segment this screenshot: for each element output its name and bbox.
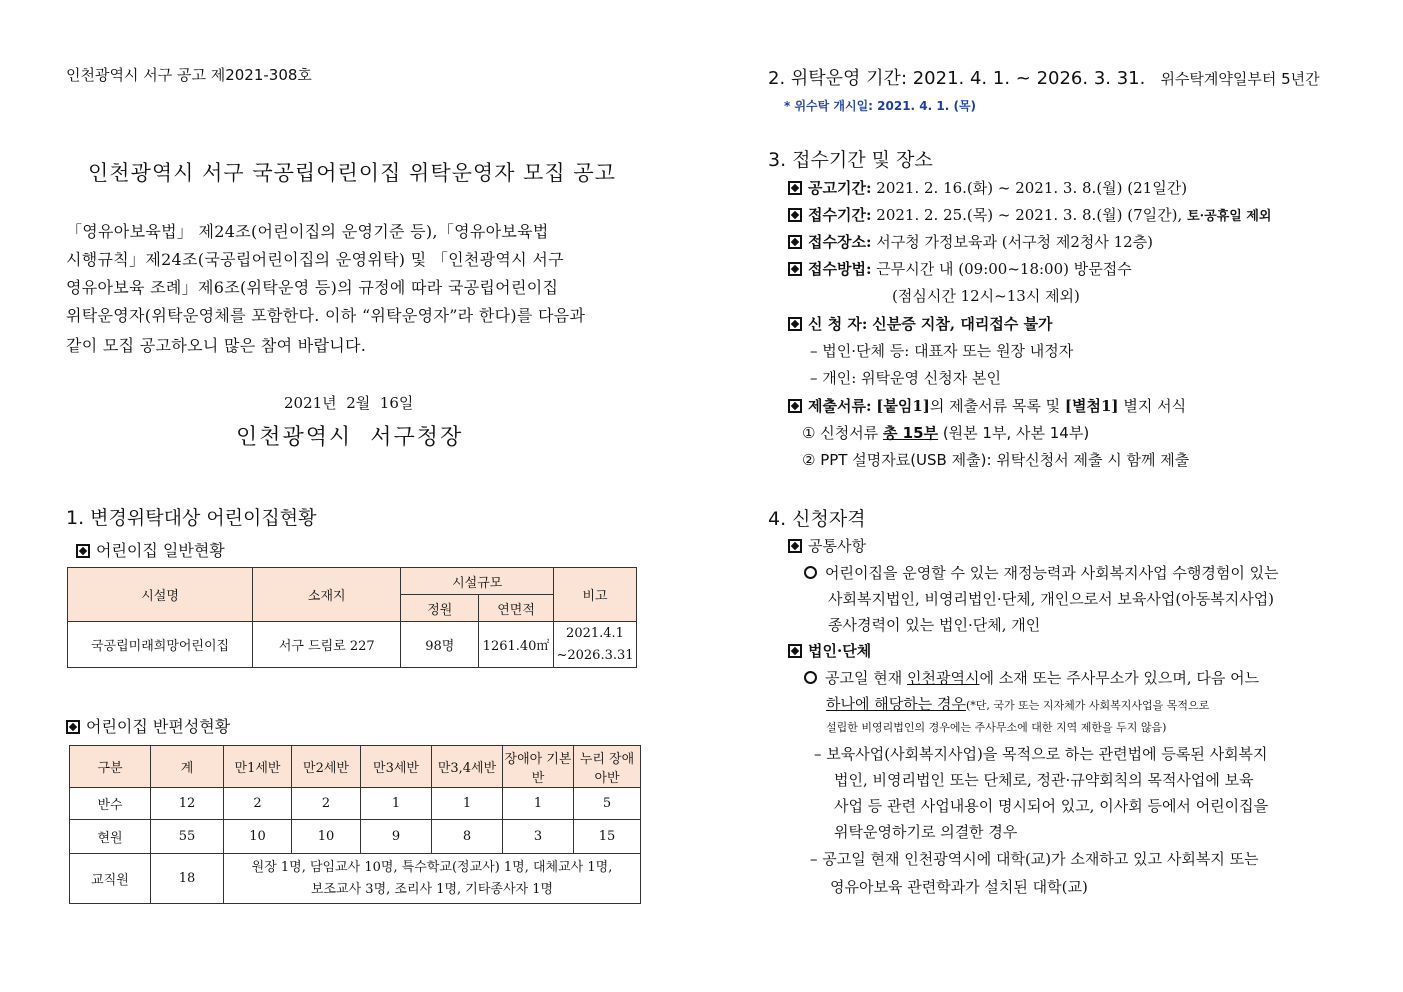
corp-label: 법인·단체 — [808, 642, 872, 660]
doc-item-1 — [802, 422, 1089, 443]
row-label: 현원 — [70, 820, 151, 854]
th-nuri-disabled: 누리 장애아반 — [574, 746, 641, 788]
intro-line-1: 「영유아보육법」 제24조(어린이집의 운영기준 등),「영유아보육법 — [66, 222, 549, 241]
th-name: 시설명 — [68, 568, 253, 622]
corp-text-a: 공고일 현재 — [825, 669, 903, 687]
corp-heading — [788, 640, 871, 661]
table-row — [70, 854, 641, 904]
docs-text-2: 별지 서식 — [1123, 397, 1187, 415]
th-category: 구분 — [70, 746, 151, 788]
notice-period-value: 2021. 2. 16.(화) ~ 2021. 3. 8.(월) (21일간) — [876, 179, 1188, 197]
dash1-line-1: – 보육사업(사회복지사업)을 목적으로 하는 관련법에 등록된 사회복지 — [814, 745, 1268, 763]
th-total: 계 — [151, 746, 224, 788]
intro-line-4: 위탁운영자(위탁운영체를 포함한다. 이하 “위탁운영자”라 한다)를 다음과 — [66, 306, 586, 325]
th-age2: 만2세반 — [292, 746, 361, 788]
staff-detail — [224, 854, 641, 904]
th-scale: 시설규모 — [401, 568, 554, 595]
bullet-icon — [788, 644, 802, 658]
dash2-line-1: – 공고일 현재 인천광역시에 대학(교)가 소재하고 있고 사회복지 또는 — [810, 850, 1259, 868]
cell: 12 — [151, 788, 224, 820]
cell: 8 — [432, 820, 503, 854]
note-line-1: 2021.4.1 — [566, 625, 624, 641]
cell-capacity: 98명 — [401, 622, 479, 668]
cell: 10 — [224, 820, 292, 854]
doc1-count: 총 15부 — [882, 424, 939, 442]
dash1-line-2: 법인, 비영리법인 또는 단체로, 정관·규약회칙의 목적사업에 보육 — [834, 771, 1254, 789]
circle-bullet-icon — [804, 566, 817, 579]
receipt-place-value: 서구청 가정보육과 (서구청 제2청사 12층) — [876, 233, 1154, 251]
bullet-icon — [66, 720, 80, 734]
corp-text-c: 에 소재 또는 주사무소가 있으며, 다음 어느 — [979, 669, 1260, 687]
sub1-heading — [76, 538, 225, 561]
cell: 10 — [292, 820, 361, 854]
receipt-method-note: (점심시간 12시~13시 제외) — [892, 287, 1080, 305]
receipt-period-label: 접수기간: — [808, 206, 872, 224]
row-label: 교직원 — [70, 854, 151, 904]
bullet-icon — [788, 235, 802, 249]
th-capacity: 정원 — [401, 595, 479, 622]
dash2-line-2: 영유아보육 관련학과가 설치된 대학(교) — [830, 878, 1088, 896]
cell-name: 국공립미래희망어린이집 — [68, 622, 253, 668]
notice-period-label: 공고기간: — [808, 179, 872, 197]
bullet-icon — [788, 539, 802, 553]
receipt-method-label: 접수방법: — [808, 260, 872, 278]
doc-item-2: ② PPT 설명자료(USB 제출): 위탁신청서 제출 시 함께 제출 — [802, 451, 1190, 469]
dash1-line-3: 사업 등 관련 사업내용이 명시되어 있고, 이사회 등에서 어린이집을 — [834, 797, 1269, 815]
section1-title: 1. 변경위탁대상 어린이집현황 — [66, 507, 317, 529]
applicant-value: 신분증 지참, 대리접수 불가 — [872, 315, 1053, 333]
th-age3: 만3세반 — [361, 746, 432, 788]
intro-line-5: 같이 모집 공고하오니 많은 참여 바랍니다. — [66, 336, 367, 355]
docs-label: 제출서류: — [808, 397, 872, 415]
th-note: 비고 — [554, 568, 637, 622]
applicant — [788, 313, 1053, 334]
docs-text-1: 의 제출서류 목록 및 — [929, 397, 1061, 415]
receipt-period-value: 2021. 2. 25.(목) ~ 2021. 3. 8.(월) (7일간), — [876, 206, 1183, 224]
receipt-method — [788, 258, 1132, 279]
cell: 55 — [151, 820, 224, 854]
receipt-period — [788, 204, 1271, 225]
common-text-1: 어린이집을 운영할 수 있는 재정능력과 사회복지사업 수행경험이 있는 — [825, 564, 1279, 582]
corp-note-2: 설립한 비영리법인의 경우에는 주사무소에 대한 지역 제한을 두지 않음) — [826, 721, 1167, 734]
notice-number: 인천광역시 서구 공고 제2021-308호 — [66, 66, 312, 84]
cell-address: 서구 드림로 227 — [253, 622, 401, 668]
common-line-3: 종사경력이 있는 법인·단체, 개인 — [828, 616, 1041, 634]
doc1-detail: (원본 1부, 사본 14부) — [942, 424, 1090, 442]
cell: 18 — [151, 854, 224, 904]
bullet-icon — [788, 399, 802, 413]
common-heading — [788, 535, 866, 556]
doc1-label: ① 신청서류 — [802, 424, 879, 442]
th-address: 소재지 — [253, 568, 401, 622]
dash1-line-4: 위탁운영하기로 의결한 경우 — [834, 823, 1018, 841]
receipt-period-exclusion: 토·공휴일 제외 — [1187, 209, 1272, 224]
bullet-icon — [76, 544, 90, 558]
applicant-corp: – 법인·단체 등: 대표자 또는 원장 내정자 — [810, 342, 1074, 360]
cell: 9 — [361, 820, 432, 854]
th-age34: 만3,4세반 — [432, 746, 503, 788]
submission-docs — [788, 395, 1186, 416]
cell: 2 — [224, 788, 292, 820]
cell-note — [554, 622, 637, 668]
bullet-icon — [788, 181, 802, 195]
receipt-place — [788, 231, 1153, 252]
bullet-icon — [788, 317, 802, 331]
corp-note-1: (*단, 국가 또는 지자체가 사회복지사업을 목적으로 — [965, 699, 1210, 712]
section2-title: 2. 위탁운영 기간: 2021. 4. 1. ~ 2026. 3. 31. — [768, 68, 1146, 89]
section2-note: * 위수탁 개시일: 2021. 4. 1. (목) — [784, 99, 977, 113]
notice-period — [788, 177, 1187, 198]
circle-bullet-icon — [804, 671, 817, 684]
section2-suffix: 위수탁계약일부터 5년간 — [1160, 70, 1320, 88]
cell: 15 — [574, 820, 641, 854]
cell: 1 — [432, 788, 503, 820]
corp-line-1 — [804, 667, 1259, 688]
docs-appendix: [별첨1] — [1064, 397, 1119, 415]
section3-title: 3. 접수기간 및 장소 — [768, 149, 933, 171]
receipt-method-value: 근무시간 내 (09:00~18:00) 방문접수 — [876, 260, 1132, 278]
cell: 1 — [361, 788, 432, 820]
table-row — [70, 788, 641, 820]
row-label: 반수 — [70, 788, 151, 820]
bullet-icon — [788, 208, 802, 222]
cell: 2 — [292, 788, 361, 820]
intro-line-2: 시행규칙」제24조(국공립어린이집의 운영위탁) 및 「인천광역시 서구 — [66, 250, 564, 269]
table-row — [68, 622, 637, 668]
receipt-place-label: 접수장소: — [808, 233, 872, 251]
corp-text-b: 인천광역시 — [907, 669, 980, 687]
page-title: 인천광역시 서구 국공립어린이집 위탁운영자 모집 공고 — [88, 161, 616, 185]
cell: 3 — [503, 820, 574, 854]
corp-line-2 — [826, 693, 1209, 714]
class-table — [69, 745, 641, 904]
notice-date: 2021년 2월 16일 — [284, 394, 414, 412]
th-disabled-basic: 장애아 기본반 — [503, 746, 574, 788]
th-age1: 만1세반 — [224, 746, 292, 788]
section2-heading — [768, 64, 1320, 90]
corp-text-d: 하나에 해당하는 경우 — [826, 695, 966, 713]
common-line-1 — [804, 562, 1279, 583]
th-area: 연면적 — [479, 595, 554, 622]
sub1-title: 어린이집 일반현황 — [96, 541, 225, 560]
sub2-heading — [66, 714, 230, 737]
table-row — [70, 820, 641, 854]
cell: 5 — [574, 788, 641, 820]
cell-area: 1261.40㎡ — [479, 622, 554, 668]
intro-line-3: 영유아보육 조례」제6조(위탁운영 등)의 규정에 따라 국공립어린이집 — [66, 278, 559, 297]
common-label: 공통사항 — [808, 537, 866, 555]
staff-detail-line-2: 보조교사 3명, 조리사 1명, 기타종사자 1명 — [310, 881, 554, 897]
cell: 1 — [503, 788, 574, 820]
note-line-2: ~2026.3.31 — [556, 647, 634, 663]
docs-attachment: [붙임1] — [876, 397, 930, 415]
bullet-icon — [788, 262, 802, 276]
applicant-person: – 개인: 위탁운영 신청자 본인 — [810, 369, 1002, 387]
applicant-label: 신 청 자: — [808, 315, 868, 333]
common-line-2: 사회복지법인, 비영리법인·단체, 개인으로서 보육사업(아동복지사업) — [828, 590, 1275, 608]
staff-detail-line-1: 원장 1명, 담임교사 10명, 특수학교(정교사) 1명, 대체교사 1명, — [251, 859, 613, 875]
issuer: 인천광역시 서구청장 — [236, 425, 464, 450]
facility-table — [67, 567, 637, 668]
section4-title: 4. 신청자격 — [768, 508, 866, 530]
sub2-title: 어린이집 반편성현황 — [86, 717, 231, 736]
